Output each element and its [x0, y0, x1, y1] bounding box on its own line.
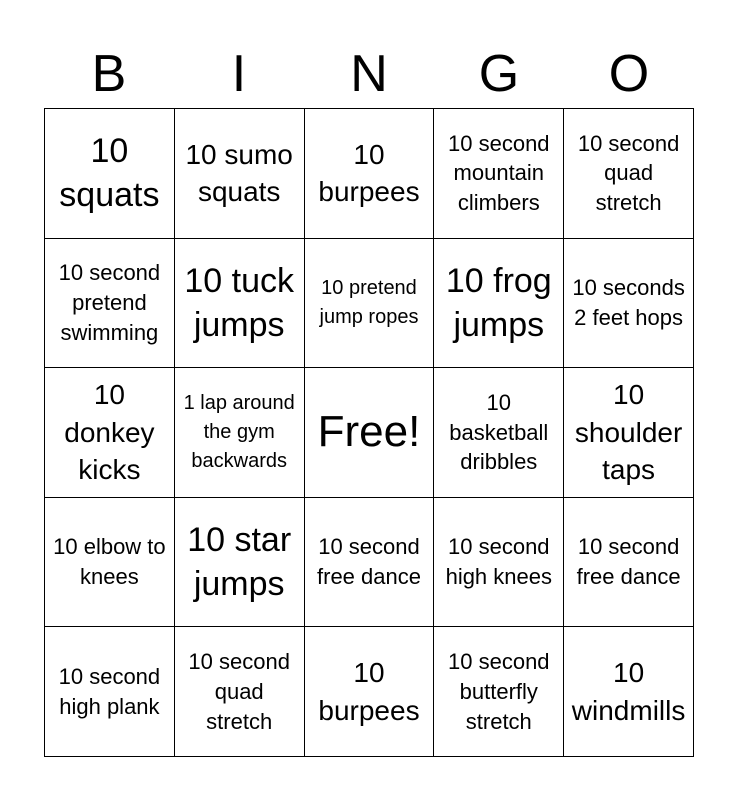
bingo-cell-r5c1[interactable]: 10 second high plank [45, 627, 175, 757]
header-letter-i: I [231, 45, 247, 103]
header-letter-b: B [91, 45, 127, 103]
bingo-cell-free[interactable]: Free! [305, 368, 435, 498]
bingo-cell-r2c5[interactable]: 10 seconds 2 feet hops [564, 239, 694, 369]
bingo-cell-r2c4[interactable]: 10 frog jumps [434, 239, 564, 369]
bingo-cell-r2c3[interactable]: 10 pretend jump ropes [305, 239, 435, 369]
bingo-cell-r1c5[interactable]: 10 second quad stretch [564, 109, 694, 239]
header-letter-o: O [608, 45, 650, 103]
bingo-cell-r1c4[interactable]: 10 second mountain climbers [434, 109, 564, 239]
bingo-cell-r5c5[interactable]: 10 windmills [564, 627, 694, 757]
bingo-cell-r3c5[interactable]: 10 shoulder taps [564, 368, 694, 498]
bingo-cell-r3c1[interactable]: 10 donkey kicks [45, 368, 175, 498]
bingo-header [44, 40, 694, 108]
bingo-cell-r2c1[interactable]: 10 second pretend swimming [45, 239, 175, 369]
bingo-cell-r5c2[interactable]: 10 second quad stretch [175, 627, 305, 757]
bingo-cell-r4c1[interactable]: 10 elbow to knees [45, 498, 175, 628]
bingo-cell-r3c4[interactable]: 10 basketball dribbles [434, 368, 564, 498]
header-letter-n: N [350, 45, 388, 103]
bingo-cell-r4c4[interactable]: 10 second high knees [434, 498, 564, 628]
bingo-cell-r1c1[interactable]: 10 squats [45, 109, 175, 239]
bingo-cell-r4c2[interactable]: 10 star jumps [175, 498, 305, 628]
bingo-cell-r2c2[interactable]: 10 tuck jumps [175, 239, 305, 369]
bingo-cell-r4c5[interactable]: 10 second free dance [564, 498, 694, 628]
bingo-cell-r1c3[interactable]: 10 burpees [305, 109, 435, 239]
bingo-cell-r3c2[interactable]: 1 lap around the gym backwards [175, 368, 305, 498]
bingo-cell-r1c2[interactable]: 10 sumo squats [175, 109, 305, 239]
bingo-cell-r4c3[interactable]: 10 second free dance [305, 498, 435, 628]
bingo-cell-r5c4[interactable]: 10 second butterfly stretch [434, 627, 564, 757]
bingo-cell-r5c3[interactable]: 10 burpees [305, 627, 435, 757]
header-letter-g: G [478, 45, 520, 103]
bingo-grid [44, 108, 694, 757]
